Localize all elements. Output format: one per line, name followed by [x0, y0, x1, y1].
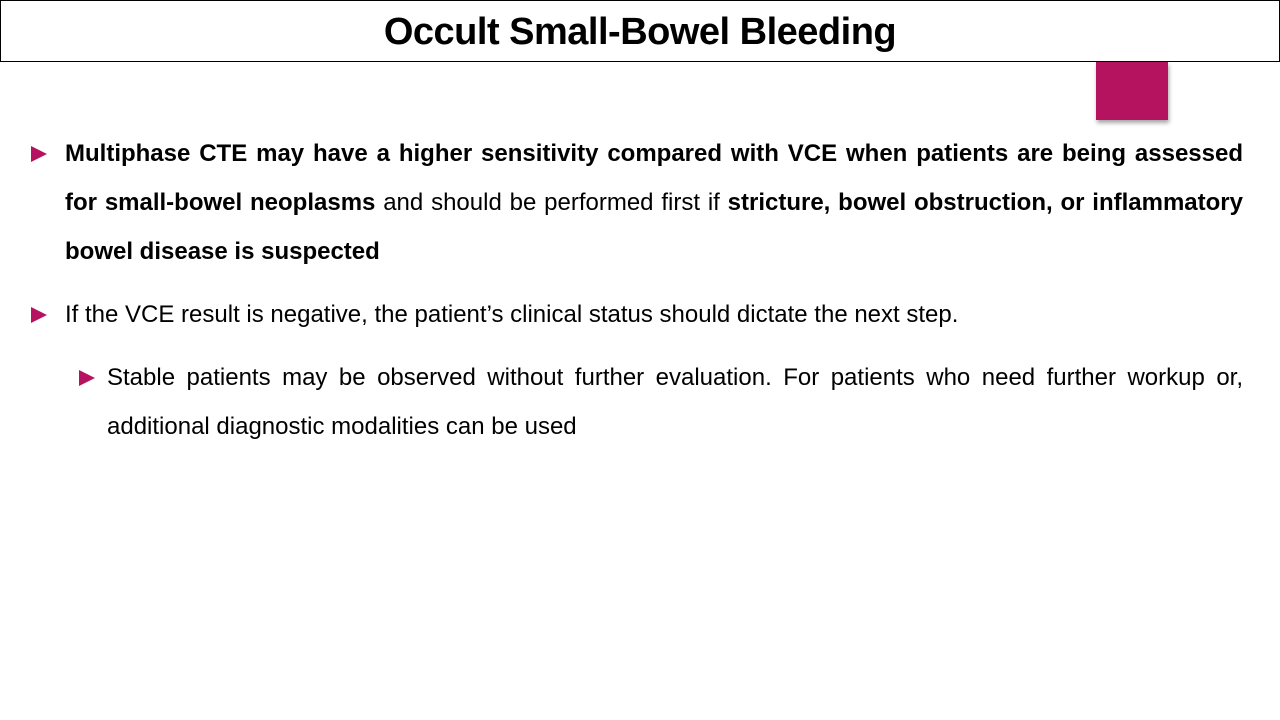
title-bar	[0, 0, 1280, 62]
bullet-plain-segment: and should be performed first if	[375, 189, 728, 216]
bullet-arrow-icon	[31, 146, 47, 162]
sub-bullet-text	[107, 353, 1243, 451]
bullet-bold-segment: Multiphase CTE may have a higher sensitivity compared with VCE when patients are being assessed for small-bowel neoplasms	[65, 140, 1243, 216]
sub-bullet-item	[107, 353, 1243, 451]
bullet-plain-segment: If the VCE result is negative, the patient’s clinical status should dictate the next step.	[65, 301, 959, 328]
bullet-text	[65, 290, 958, 339]
slide-title: Occult Small-Bowel Bleeding	[383, 11, 897, 53]
bullet-item	[65, 290, 1243, 339]
sub-bullet-arrow-icon	[79, 370, 95, 386]
bullet-arrow-icon	[31, 307, 47, 323]
bullet-bold-segment: stricture, bowel obstruction, or inflammatory bowel disease is suspected	[65, 189, 1243, 265]
bullet-item	[65, 129, 1243, 276]
accent-square	[1096, 62, 1168, 120]
bullet-text	[65, 129, 1243, 276]
bullet-plain-segment: Stable patients may be observed without further evaluation. For patients who need further workup or, additional diagnostic modalities can be used	[107, 364, 1243, 440]
